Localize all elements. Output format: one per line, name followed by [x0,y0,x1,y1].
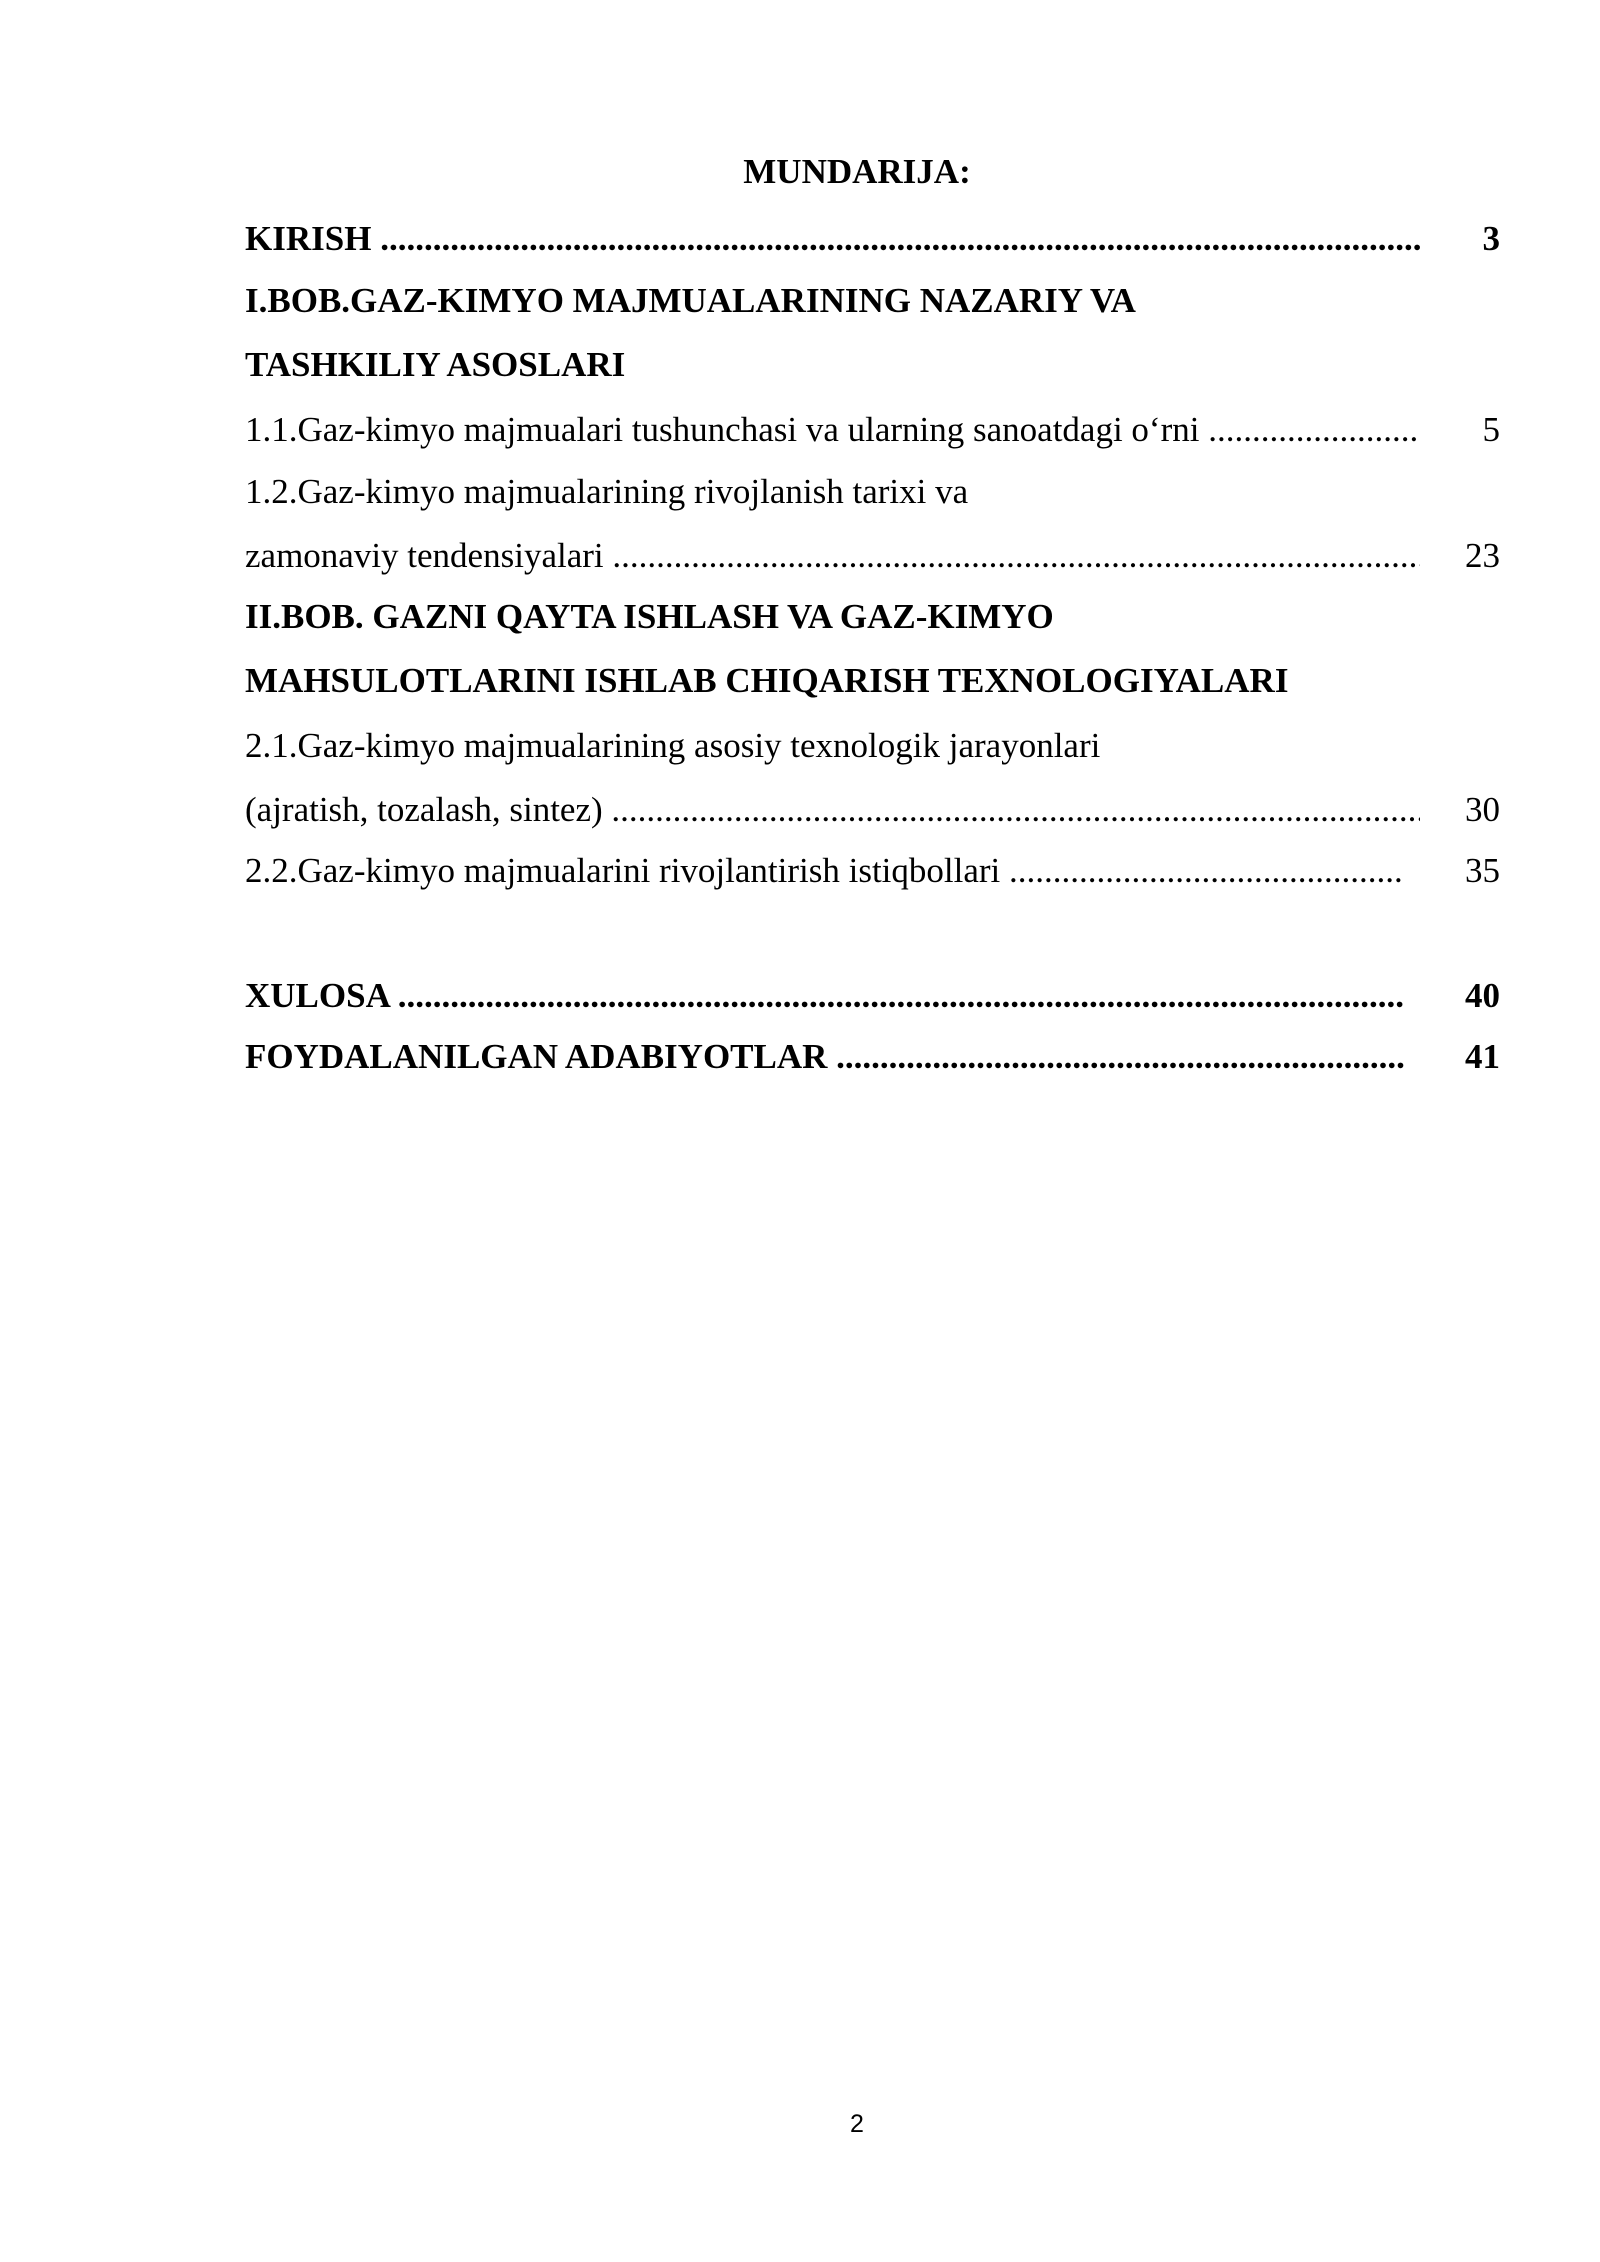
toc-entry-text: XULOSA [245,976,389,1015]
toc-chapter-1-heading[interactable] [245,281,1500,321]
toc-page-number: 40 [1465,976,1500,1015]
toc-entry-text: II.BOB. GAZNI QAYTA ISHLASH VA GAZ-KIMYO [245,597,1054,636]
toc-page-number: 35 [1465,851,1500,890]
page-number: 2 [850,2110,864,2138]
toc-page-number: 41 [1465,1037,1500,1076]
toc-entry-2-1[interactable] [245,726,1500,766]
toc-page-number: 5 [1482,410,1500,449]
toc-entry-text: I.BOB.GAZ-KIMYO MAJMUALARINING NAZARIY VA [245,281,1136,320]
toc-entry-text: 1.2.Gaz-kimyo majmualarining rivojlanish tarixi va [245,472,969,511]
toc-entry-text: 2.2.Gaz-kimyo majmualarini rivojlantirish istiqbollari [245,851,1001,890]
toc-entry-text: 1.1.Gaz-kimyo majmualari tushunchasi va ularning sanoatdagi o‘rni [245,410,1200,449]
toc-chapter-2-heading[interactable] [245,597,1500,637]
toc-page-number: 3 [1482,219,1500,258]
toc-entry-text: 2.1.Gaz-kimyo majmualarining asosiy texnologik jarayonlari [245,726,1101,765]
toc-entry-text: MAHSULOTLARINI ISHLAB CHIQARISH TEXNOLOGIYALARI [245,661,1289,700]
toc-page-number: 30 [1465,790,1500,829]
toc-page-number: 23 [1465,536,1500,575]
toc-entry-text: (ajratish, tozalash, sintez) [245,790,603,829]
toc-entry-text: FOYDALANILGAN ADABIYOTLAR [245,1037,828,1076]
toc-chapter-2-heading-cont[interactable] [245,661,1500,701]
toc-entry-text: TASHKILIY ASOSLARI [245,345,626,384]
toc-entry-text: zamonaviy tendensiyalari [245,536,604,575]
toc-entry-text: KIRISH [245,219,372,258]
toc-chapter-1-heading-cont[interactable] [245,345,1500,385]
toc-entry-1-2[interactable] [245,472,1500,512]
toc-title: MUNDARIJA: [743,152,971,191]
